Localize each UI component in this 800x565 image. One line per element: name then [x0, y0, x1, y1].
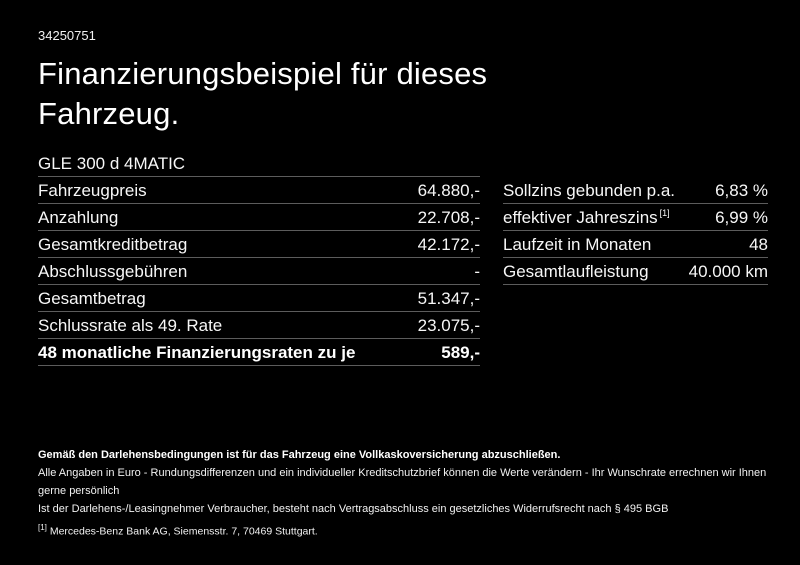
financing-tables	[38, 150, 770, 366]
row-label: Sollzins gebunden p.a.	[503, 180, 676, 200]
row-label: effektiver Jahreszins [1]	[503, 207, 670, 227]
row-value: 6,99 %	[715, 207, 768, 227]
table-row	[38, 312, 480, 339]
table-row-monthly-rate	[38, 339, 480, 366]
conditions-table	[503, 177, 768, 366]
footer-notes	[38, 446, 770, 541]
row-label: Gesamtbetrag	[38, 288, 146, 308]
footer-insurance-note: Gemäß den Darlehensbedingungen ist für das Fahrzeug eine Vollkaskoversicherung abzuschließen.	[38, 449, 561, 461]
row-value: 23.075,-	[417, 315, 480, 335]
page-title	[38, 54, 770, 134]
row-value: 589,-	[441, 342, 480, 362]
row-value: 40.000 km	[688, 261, 768, 281]
finance-table	[38, 150, 480, 366]
row-label: Laufzeit in Monaten	[503, 234, 652, 254]
table-row	[503, 204, 768, 231]
row-label: Gesamtlaufleistung	[503, 261, 649, 281]
vehicle-model-label: GLE 300 d 4MATIC	[38, 153, 186, 173]
row-value: 64.880,-	[417, 180, 480, 200]
table-row	[503, 231, 768, 258]
row-value: 42.172,-	[417, 234, 480, 254]
table-row	[503, 177, 768, 204]
footnote-bank	[38, 519, 770, 541]
table-row	[38, 231, 480, 258]
table-row	[38, 177, 480, 204]
row-label: Schlussrate als 49. Rate	[38, 315, 223, 335]
row-label: Anzahlung	[38, 207, 119, 227]
vehicle-model-header	[38, 150, 480, 177]
table-row	[503, 258, 768, 285]
row-value: 51.347,-	[417, 288, 480, 308]
footer-note-disclaimer: Alle Angaben in Euro - Rundungsdifferenzen und ein individueller Kreditschutzbrief können die Werte verändern - Ihr Wunschrate errechnen wir Ihnen gerne persönlich	[38, 467, 767, 497]
row-label: Gesamtkreditbetrag	[38, 234, 188, 254]
table-row	[38, 204, 480, 231]
footer-note-withdrawal: Ist der Darlehens-/Leasingnehmer Verbraucher, besteht nach Vertragsabschluss ein gesetzliches Widerrufsrecht nach § 495 BGB	[38, 503, 669, 515]
row-value: -	[474, 261, 480, 281]
table-row	[38, 258, 480, 285]
footnote-marker: [1]	[38, 523, 47, 532]
page-title-line1: Finanzierungsbeispiel für dieses	[38, 56, 488, 91]
offer-id: 34250751	[38, 28, 96, 43]
row-label: Fahrzeugpreis	[38, 180, 147, 200]
row-value: 48	[749, 234, 768, 254]
page-title-line2: Fahrzeug.	[38, 96, 180, 131]
row-label: 48 monatliche Finanzierungsraten zu je	[38, 342, 356, 362]
row-label: Abschlussgebühren	[38, 261, 188, 281]
footnote-text: Mercedes-Benz Bank AG, Siemensstr. 7, 70469 Stuttgart.	[49, 525, 318, 538]
row-value: 22.708,-	[417, 207, 480, 227]
table-row	[38, 285, 480, 312]
row-value: 6,83 %	[715, 180, 768, 200]
footnote-ref: [1]	[659, 207, 670, 218]
